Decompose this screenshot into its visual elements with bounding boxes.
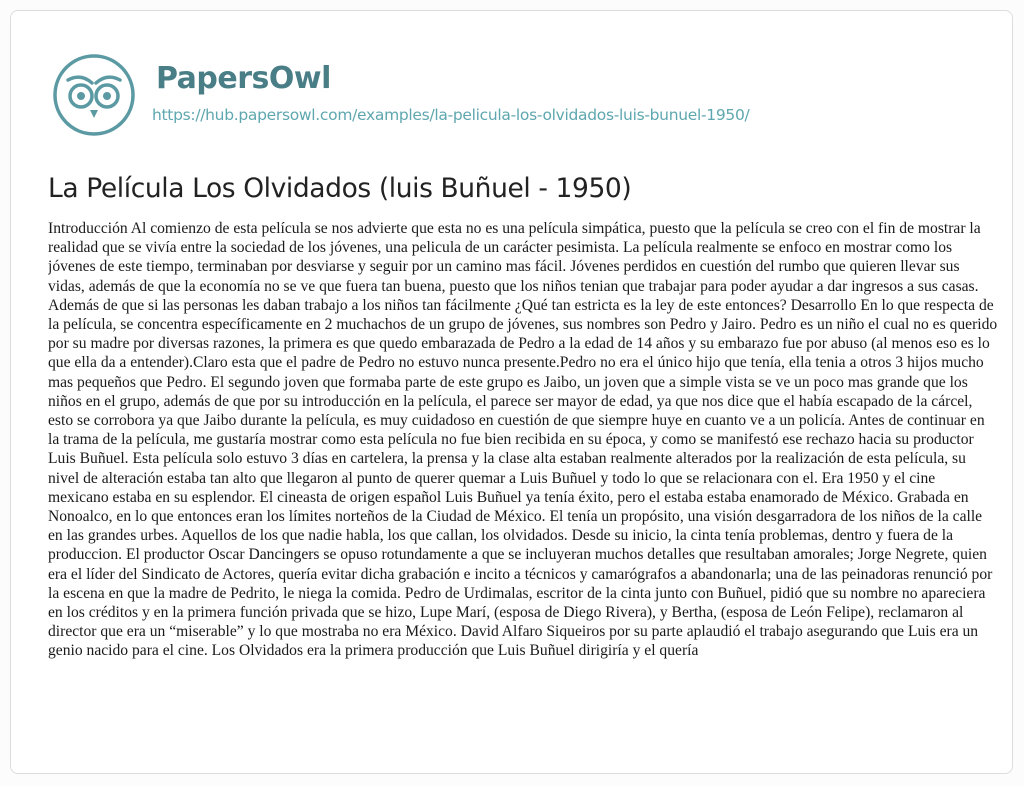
owl-logo-icon: [52, 53, 136, 137]
source-url-link[interactable]: https://hub.papersowl.com/examples/la-pelicula-los-olvidados-luis-bunuel-1950/: [152, 106, 750, 124]
document-page: [10, 10, 1013, 774]
document-body: Introducción Al comienzo de esta película se nos advierte que esta no es una película simpática, puesto que la película se creo con el fin de mostrar la realidad que se vivía entre la sociedad de los jóvenes, una pelicula de un carácter pesimista. La película realmente se enfoco en mostrar como los jóvenes de este tiempo, terminaban por desviarse y seguir por un camino mas fácil. Jóvenes perdidos en cuestión del rumbo que quieren llevar sus vidas, además de que la economía no se ve que fuera tan buena, puesto que los niños tenian que trabajar para poder ayudar a dar ingresos a sus casas. Además de que si las personas les daban trabajo a los niños tan fácilmente ¿Qué tan estricta es la ley de este entonces? Desarrollo En lo que respecta de la película, se concentra específicamente en 2 muchachos de un grupo de jóvenes, sus nombres son Pedro y Jairo. Pedro es un niño el cual no es querido por su madre por diversas razones, la primera es que quedo embarazada de Pedro a la edad de 14 años y su embarazo fue por abuso (al menos eso es lo que ella da a entender).Claro esta que el padre de Pedro no estuvo nunca presente.Pedro no era el único hijo que tenía, ella tenia a otros 3 hijos mucho mas pequeños que Pedro. El segundo joven que formaba parte de este grupo es Jaibo, un joven que a simple vista se ve un poco mas grande que los niños en el grupo, además de que por su introducción en la película, el parece ser mayor de edad, ya que nos dice que el había escapado de la cárcel, esto se corrobora ya que Jaibo durante la película, es muy cuidadoso en cuestión de que siempre huye en cuanto ve a un policía. Antes de continuar en la trama de la película, me gustaría mostrar como esta película no fue bien recibida en su época, y como se manifestó ese rechazo hacia su productor Luis Buñuel. Esta película solo estuvo 3 días en cartelera, la prensa y la clase alta estaban realmente alterados por la realización de esta película, su nivel de alteración estaba tan alto que llegaron al punto de querer quemar a Luis Buñuel y todo lo que se relacionara con el. Era 1950 y el cine mexicano estaba en su esplendor. El cineasta de origen español Luis Buñuel ya tenía éxito, pero el estaba estaba enamorado de México. Grabada en Nonoalco, en lo que entonces eran los límites norteños de la Ciudad de México. El tenía un propósito, una visión desgarradora de los niños de la calle en las grandes urbes. Aquellos de los que nadie habla, los que callan, los olvidados. Desde su inicio, la cinta tenía problemas, dentro y fuera de la produccion. El productor Oscar Dancingers se opuso rotundamente a que se incluyeran muchos detalles que resultaban amorales; Jorge Negrete, quien era el líder del Sindicato de Actores, quería evitar dicha grabación e incito a técnicos y camarógrafos a abandonarla; una de las peinadoras renunció por la escena en que la madre de Pedrito, le niega la comida. Pedro de Urdimalas, escritor de la cinta junto con Buñuel, pidió que su nombre no apareciera en los créditos y en la primera función privada que se hizo, Lupe Marí, (esposa de Diego Rivera), y Bertha, (esposa de León Felipe), reclamaron al director que era un “miserable” y lo que mostraba no era México. David Alfaro Siqueiros por su parte aplaudió el trabajo asegurando que Luis era un genio nacido para el cine. Los Olvidados era la primera producción que Luis Buñuel dirigiría y el quería: [48, 220, 998, 660]
document-title: La Película Los Olvidados (luis Buñuel - 1950): [48, 173, 632, 204]
brand-name: PapersOwl: [156, 61, 331, 96]
